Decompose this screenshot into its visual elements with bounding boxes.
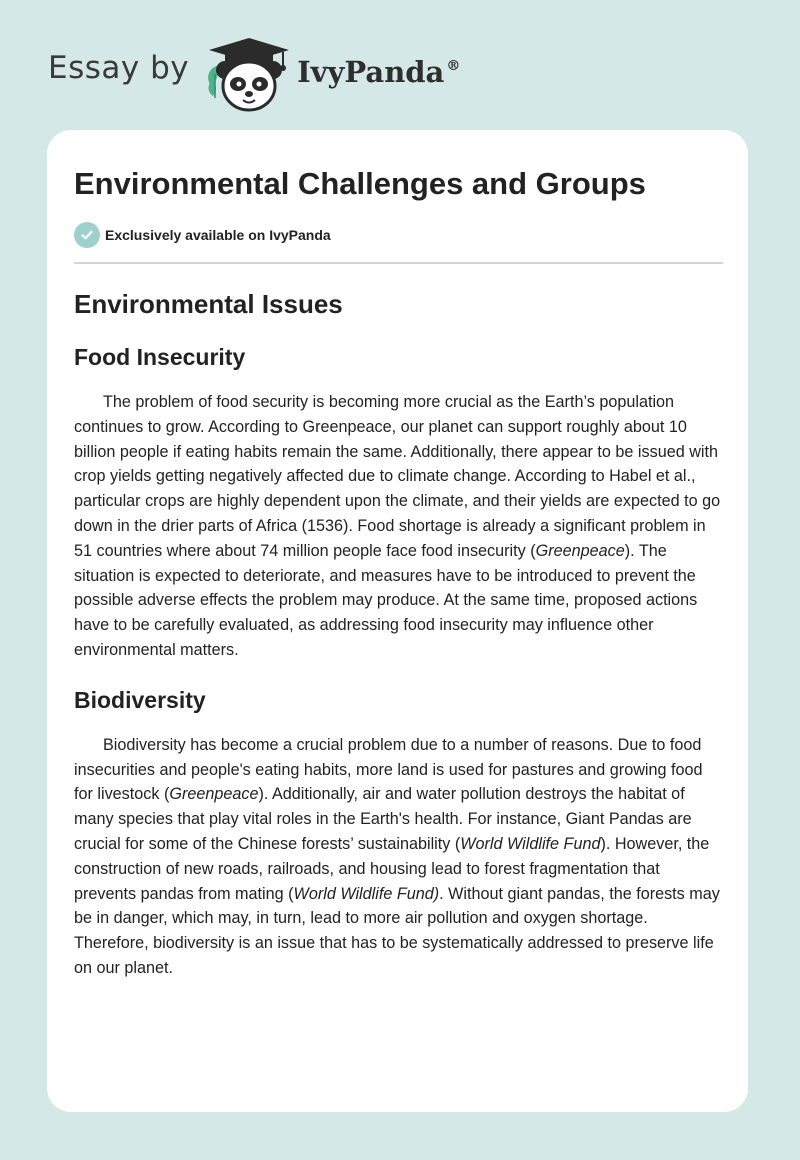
brand-name: IvyPanda ®: [297, 55, 461, 89]
section-heading: Environmental Issues: [74, 289, 343, 319]
panda-logo-icon: [203, 34, 295, 114]
citation: Greenpeace: [169, 785, 259, 804]
badge-label: Exclusively available on IvyPanda: [105, 227, 331, 243]
check-circle-icon: [74, 222, 100, 248]
essay-content: [74, 164, 723, 981]
exclusive-badge: [74, 222, 723, 248]
essay-title: Environmental Challenges and Groups: [74, 166, 646, 201]
title-divider: [74, 262, 723, 264]
subsection-heading-food-insecurity: Food Insecurity: [74, 344, 246, 370]
paragraph-food-insecurity: The problem of food security is becoming more crucial as the Earth’s population continues to grow. According to Greenpeace, our planet can support roughly about 10 billion people if eating habits remain the same. Additionally, there appear to be issued with crop yields getting negatively affected due to climate change. According to Habel et al., particular crops are highly dependent upon the climate, and their yields are expected to go down in the drier parts of Africa (1536). Food shortage is already a significant problem in 51 countries where about 74 million people face food insecurity (Greenpeace). The situation is expected to deteriorate, and measures have to be introduced to prevent the possible adverse effects the problem may produce. At the same time, proposed actions have to be carefully evaluated, as addressing food insecurity may influence other environmental matters.: [74, 393, 721, 659]
citation: World Wildlife Fund: [460, 834, 601, 853]
brand-prefix: Essay by: [48, 50, 190, 86]
subsection-heading-biodiversity: Biodiversity: [74, 686, 206, 713]
paragraph-biodiversity: Biodiversity has become a crucial problem due to a number of reasons. Due to food insecurities and people's eating habits, more land is used for pastures and growing food for livestock (Greenpeace). Additionally, air and water pollution destroys the habitat of many species that play vital roles in the Earth's health. For instance, Giant Pandas are crucial for some of the Chinese forests’ sustainability (World Wildlife Fund). However, the construction of new roads, railroads, and housing lead to forest fragmentation that prevents pandas from mating (World Wildlife Fund). Without giant pandas, the forests may be in danger, which may, in turn, lead to more air pollution and oxygen shortage. Therefore, biodiversity is an issue that has to be systematically addressed to preserve life on our planet.: [74, 735, 720, 977]
citation: Greenpeace: [535, 541, 625, 560]
essay-card: [47, 130, 748, 1112]
citation: World Wildlife Fund): [293, 884, 440, 903]
registered-mark: ®: [446, 58, 461, 74]
site-brand[interactable]: [48, 34, 460, 114]
